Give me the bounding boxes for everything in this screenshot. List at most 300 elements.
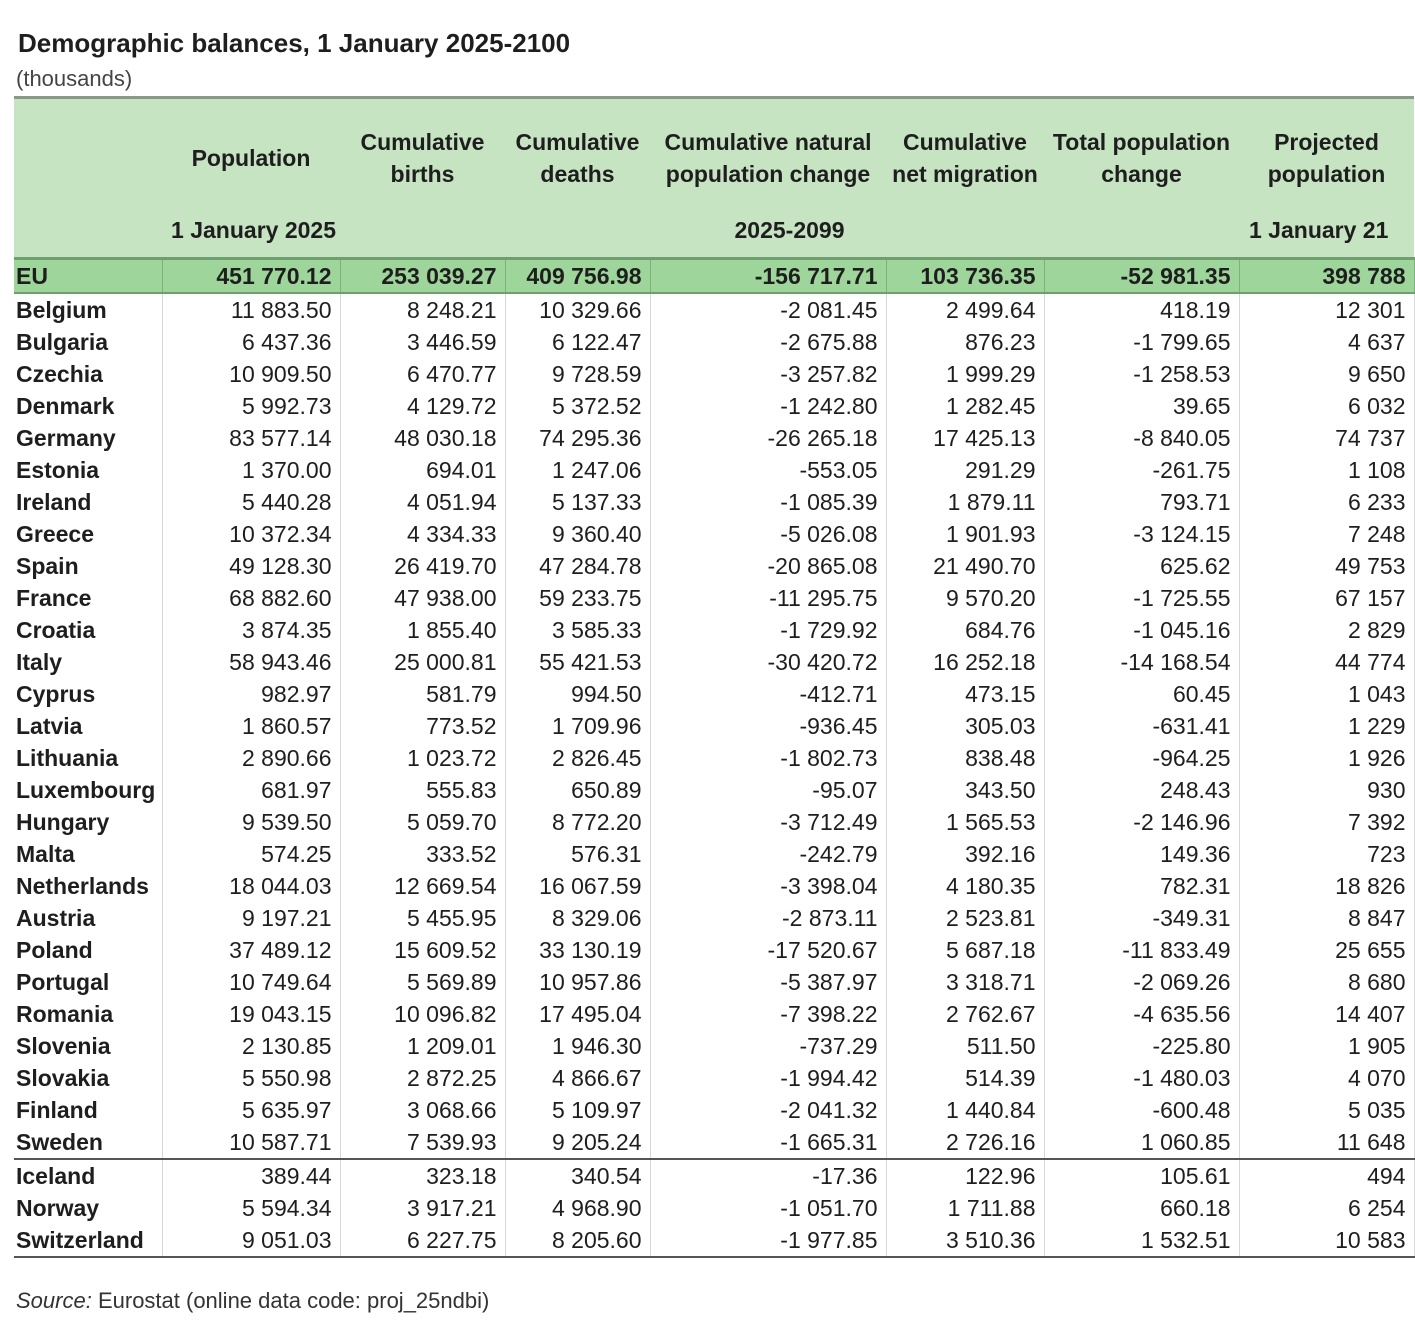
value-cell: 19 043.15 — [162, 998, 340, 1030]
country-cell: Ireland — [14, 486, 162, 518]
value-cell: -242.79 — [650, 838, 886, 870]
value-cell: -3 257.82 — [650, 358, 886, 390]
value-cell: 1 108 — [1239, 454, 1414, 486]
value-cell: 2 499.64 — [886, 293, 1044, 326]
value-cell: 1 532.51 — [1044, 1224, 1239, 1257]
value-cell: -1 665.31 — [650, 1126, 886, 1159]
value-cell: 4 334.33 — [340, 518, 505, 550]
value-cell: 9 728.59 — [505, 358, 650, 390]
country-cell: Hungary — [14, 806, 162, 838]
value-cell: 1 247.06 — [505, 454, 650, 486]
period-blank — [14, 217, 162, 259]
value-cell: -1 725.55 — [1044, 582, 1239, 614]
value-cell: 4 866.67 — [505, 1062, 650, 1094]
value-cell: 2 890.66 — [162, 742, 340, 774]
value-cell: -26 265.18 — [650, 422, 886, 454]
table-row — [14, 390, 1414, 422]
value-cell: 6 233 — [1239, 486, 1414, 518]
country-cell: Poland — [14, 934, 162, 966]
value-cell: -737.29 — [650, 1030, 886, 1062]
value-cell: 18 826 — [1239, 870, 1414, 902]
table-row — [14, 582, 1414, 614]
value-cell: 3 318.71 — [886, 966, 1044, 998]
value-cell: 2 829 — [1239, 614, 1414, 646]
value-cell: 8 772.20 — [505, 806, 650, 838]
value-cell: -52 981.35 — [1044, 259, 1239, 294]
value-cell: -261.75 — [1044, 454, 1239, 486]
value-cell: -1 258.53 — [1044, 358, 1239, 390]
value-cell: 3 446.59 — [340, 326, 505, 358]
value-cell: 5 992.73 — [162, 390, 340, 422]
value-cell: 7 248 — [1239, 518, 1414, 550]
demographic-table — [14, 96, 1415, 1258]
period-population: 1 January 2025 — [162, 217, 340, 259]
table-row — [14, 998, 1414, 1030]
value-cell: -2 069.26 — [1044, 966, 1239, 998]
value-cell: -1 051.70 — [650, 1192, 886, 1224]
value-cell: 49 128.30 — [162, 550, 340, 582]
value-cell: 555.83 — [340, 774, 505, 806]
value-cell: 838.48 — [886, 742, 1044, 774]
value-cell: 494 — [1239, 1159, 1414, 1192]
value-cell: 1 440.84 — [886, 1094, 1044, 1126]
value-cell: 12 669.54 — [340, 870, 505, 902]
value-cell: 149.36 — [1044, 838, 1239, 870]
value-cell: 398 788 — [1239, 259, 1414, 294]
value-cell: 8 680 — [1239, 966, 1414, 998]
value-cell: 10 583 — [1239, 1224, 1414, 1257]
value-cell: 291.29 — [886, 454, 1044, 486]
value-cell: -349.31 — [1044, 902, 1239, 934]
value-cell: 340.54 — [505, 1159, 650, 1192]
value-cell: 253 039.27 — [340, 259, 505, 294]
value-cell: 5 035 — [1239, 1094, 1414, 1126]
value-cell: -1 994.42 — [650, 1062, 886, 1094]
value-cell: 5 550.98 — [162, 1062, 340, 1094]
value-cell: 17 495.04 — [505, 998, 650, 1030]
period-projected: 1 January 21 — [1239, 217, 1414, 259]
value-cell: -8 840.05 — [1044, 422, 1239, 454]
value-cell: 681.97 — [162, 774, 340, 806]
value-cell: 67 157 — [1239, 582, 1414, 614]
value-cell: -1 977.85 — [650, 1224, 886, 1257]
value-cell: -5 026.08 — [650, 518, 886, 550]
value-cell: 17 425.13 — [886, 422, 1044, 454]
country-cell: Austria — [14, 902, 162, 934]
country-cell: Luxembourg — [14, 774, 162, 806]
country-cell: Belgium — [14, 293, 162, 326]
value-cell: -1 799.65 — [1044, 326, 1239, 358]
value-cell: 660.18 — [1044, 1192, 1239, 1224]
country-cell: Lithuania — [14, 742, 162, 774]
value-cell: 10 587.71 — [162, 1126, 340, 1159]
value-cell: 5 594.34 — [162, 1192, 340, 1224]
value-cell: -1 729.92 — [650, 614, 886, 646]
value-cell: -17.36 — [650, 1159, 886, 1192]
value-cell: 12 301 — [1239, 293, 1414, 326]
value-cell: 4 180.35 — [886, 870, 1044, 902]
value-cell: 2 130.85 — [162, 1030, 340, 1062]
value-cell: -11 833.49 — [1044, 934, 1239, 966]
value-cell: 514.39 — [886, 1062, 1044, 1094]
value-cell: 389.44 — [162, 1159, 340, 1192]
table-row — [14, 774, 1414, 806]
value-cell: 1 043 — [1239, 678, 1414, 710]
value-cell: 25 000.81 — [340, 646, 505, 678]
value-cell: 3 068.66 — [340, 1094, 505, 1126]
value-cell: -2 146.96 — [1044, 806, 1239, 838]
value-cell: 5 059.70 — [340, 806, 505, 838]
value-cell: 9 051.03 — [162, 1224, 340, 1257]
value-cell: 10 749.64 — [162, 966, 340, 998]
value-cell: 451 770.12 — [162, 259, 340, 294]
value-cell: 6 437.36 — [162, 326, 340, 358]
value-cell: 5 687.18 — [886, 934, 1044, 966]
value-cell: 2 523.81 — [886, 902, 1044, 934]
country-cell: Romania — [14, 998, 162, 1030]
value-cell: -2 675.88 — [650, 326, 886, 358]
value-cell: -553.05 — [650, 454, 886, 486]
value-cell: 9 539.50 — [162, 806, 340, 838]
value-cell: 10 957.86 — [505, 966, 650, 998]
table-row — [14, 838, 1414, 870]
value-cell: 4 051.94 — [340, 486, 505, 518]
country-cell: EU — [14, 259, 162, 294]
value-cell: 473.15 — [886, 678, 1044, 710]
value-cell: 1 879.11 — [886, 486, 1044, 518]
country-cell: Germany — [14, 422, 162, 454]
value-cell: 10 329.66 — [505, 293, 650, 326]
value-cell: 392.16 — [886, 838, 1044, 870]
value-cell: 1 901.93 — [886, 518, 1044, 550]
table-row — [14, 550, 1414, 582]
source-text: Eurostat (online data code: proj_25ndbi) — [97, 1288, 490, 1313]
value-cell: 8 329.06 — [505, 902, 650, 934]
country-cell: Malta — [14, 838, 162, 870]
value-cell: -1 480.03 — [1044, 1062, 1239, 1094]
country-cell: Switzerland — [14, 1224, 162, 1257]
country-cell: Croatia — [14, 614, 162, 646]
value-cell: 1 926 — [1239, 742, 1414, 774]
table-row — [14, 1062, 1414, 1094]
value-cell: 418.19 — [1044, 293, 1239, 326]
value-cell: 60.45 — [1044, 678, 1239, 710]
value-cell: 26 419.70 — [340, 550, 505, 582]
value-cell: 793.71 — [1044, 486, 1239, 518]
value-cell: 723 — [1239, 838, 1414, 870]
country-cell: Iceland — [14, 1159, 162, 1192]
value-cell: 625.62 — [1044, 550, 1239, 582]
value-cell: -225.80 — [1044, 1030, 1239, 1062]
value-cell: 37 489.12 — [162, 934, 340, 966]
country-cell: Bulgaria — [14, 326, 162, 358]
table-body — [14, 259, 1414, 1258]
value-cell: 511.50 — [886, 1030, 1044, 1062]
value-cell: 9 197.21 — [162, 902, 340, 934]
table-row — [14, 1126, 1414, 1159]
table-row — [14, 358, 1414, 390]
value-cell: 6 470.77 — [340, 358, 505, 390]
value-cell: 4 070 — [1239, 1062, 1414, 1094]
value-cell: -30 420.72 — [650, 646, 886, 678]
country-cell: Cyprus — [14, 678, 162, 710]
value-cell: 39.65 — [1044, 390, 1239, 422]
table-row — [14, 678, 1414, 710]
value-cell: 343.50 — [886, 774, 1044, 806]
value-cell: 103 736.35 — [886, 259, 1044, 294]
value-cell: 10 909.50 — [162, 358, 340, 390]
header-projected-population: Projected population — [1239, 98, 1414, 218]
value-cell: 14 407 — [1239, 998, 1414, 1030]
value-cell: 1 209.01 — [340, 1030, 505, 1062]
value-cell: 5 569.89 — [340, 966, 505, 998]
value-cell: 3 510.36 — [886, 1224, 1044, 1257]
country-cell: Greece — [14, 518, 162, 550]
header-cumulative-deaths: Cumulative deaths — [505, 98, 650, 218]
value-cell: 581.79 — [340, 678, 505, 710]
table-row — [14, 806, 1414, 838]
value-cell: -3 398.04 — [650, 870, 886, 902]
value-cell: 1 709.96 — [505, 710, 650, 742]
value-cell: 7 539.93 — [340, 1126, 505, 1159]
value-cell: 58 943.46 — [162, 646, 340, 678]
country-cell: Norway — [14, 1192, 162, 1224]
country-cell: Czechia — [14, 358, 162, 390]
value-cell: 576.31 — [505, 838, 650, 870]
table-row — [14, 614, 1414, 646]
value-cell: 11 648 — [1239, 1126, 1414, 1159]
value-cell: -11 295.75 — [650, 582, 886, 614]
value-cell: 1 860.57 — [162, 710, 340, 742]
value-cell: 74 737 — [1239, 422, 1414, 454]
value-cell: -412.71 — [650, 678, 886, 710]
value-cell: 74 295.36 — [505, 422, 650, 454]
country-cell: Netherlands — [14, 870, 162, 902]
table-row — [14, 486, 1414, 518]
value-cell: 1 229 — [1239, 710, 1414, 742]
value-cell: -95.07 — [650, 774, 886, 806]
country-cell: Latvia — [14, 710, 162, 742]
value-cell: 248.43 — [1044, 774, 1239, 806]
value-cell: 982.97 — [162, 678, 340, 710]
value-cell: 930 — [1239, 774, 1414, 806]
table-row — [14, 742, 1414, 774]
value-cell: 83 577.14 — [162, 422, 340, 454]
value-cell: 4 637 — [1239, 326, 1414, 358]
value-cell: 6 122.47 — [505, 326, 650, 358]
value-cell: 6 227.75 — [340, 1224, 505, 1257]
value-cell: 9 205.24 — [505, 1126, 650, 1159]
value-cell: 2 872.25 — [340, 1062, 505, 1094]
value-cell: 3 917.21 — [340, 1192, 505, 1224]
header-population: Population — [162, 98, 340, 218]
value-cell: 2 826.45 — [505, 742, 650, 774]
value-cell: 1 946.30 — [505, 1030, 650, 1062]
value-cell: -2 081.45 — [650, 293, 886, 326]
country-cell: Finland — [14, 1094, 162, 1126]
value-cell: -14 168.54 — [1044, 646, 1239, 678]
value-cell: 1 999.29 — [886, 358, 1044, 390]
value-cell: 4 968.90 — [505, 1192, 650, 1224]
value-cell: 5 137.33 — [505, 486, 650, 518]
value-cell: -1 085.39 — [650, 486, 886, 518]
country-cell: Italy — [14, 646, 162, 678]
value-cell: -4 635.56 — [1044, 998, 1239, 1030]
value-cell: 9 570.20 — [886, 582, 1044, 614]
value-cell: 650.89 — [505, 774, 650, 806]
table-subtitle: (thousands) — [16, 66, 133, 91]
header-cumulative-births: Cumulative births — [340, 98, 505, 218]
eu-total-row — [14, 259, 1414, 294]
value-cell: 55 421.53 — [505, 646, 650, 678]
value-cell: 333.52 — [340, 838, 505, 870]
value-cell: 59 233.75 — [505, 582, 650, 614]
value-cell: 9 360.40 — [505, 518, 650, 550]
value-cell: 1 905 — [1239, 1030, 1414, 1062]
value-cell: 48 030.18 — [340, 422, 505, 454]
value-cell: 305.03 — [886, 710, 1044, 742]
table-row — [14, 710, 1414, 742]
value-cell: 574.25 — [162, 838, 340, 870]
table-row — [14, 902, 1414, 934]
value-cell: -1 242.80 — [650, 390, 886, 422]
value-cell: -156 717.71 — [650, 259, 886, 294]
value-cell: 5 440.28 — [162, 486, 340, 518]
value-cell: 18 044.03 — [162, 870, 340, 902]
value-cell: -600.48 — [1044, 1094, 1239, 1126]
table-row — [14, 326, 1414, 358]
value-cell: -2 873.11 — [650, 902, 886, 934]
value-cell: 1 855.40 — [340, 614, 505, 646]
value-cell: 1 282.45 — [886, 390, 1044, 422]
table-row — [14, 1159, 1414, 1192]
value-cell: 8 847 — [1239, 902, 1414, 934]
value-cell: 16 252.18 — [886, 646, 1044, 678]
value-cell: 3 585.33 — [505, 614, 650, 646]
value-cell: -936.45 — [650, 710, 886, 742]
value-cell: -1 802.73 — [650, 742, 886, 774]
country-cell: Slovenia — [14, 1030, 162, 1062]
value-cell: 11 883.50 — [162, 293, 340, 326]
table-row — [14, 646, 1414, 678]
value-cell: 782.31 — [1044, 870, 1239, 902]
value-cell: 1 370.00 — [162, 454, 340, 486]
table-row — [14, 1030, 1414, 1062]
value-cell: 2 726.16 — [886, 1126, 1044, 1159]
value-cell: 9 650 — [1239, 358, 1414, 390]
value-cell: 409 756.98 — [505, 259, 650, 294]
value-cell: 15 609.52 — [340, 934, 505, 966]
value-cell: -964.25 — [1044, 742, 1239, 774]
value-cell: -2 041.32 — [650, 1094, 886, 1126]
value-cell: 44 774 — [1239, 646, 1414, 678]
value-cell: 684.76 — [886, 614, 1044, 646]
value-cell: 1 711.88 — [886, 1192, 1044, 1224]
value-cell: 33 130.19 — [505, 934, 650, 966]
value-cell: -17 520.67 — [650, 934, 886, 966]
value-cell: -3 712.49 — [650, 806, 886, 838]
country-cell: Denmark — [14, 390, 162, 422]
value-cell: -631.41 — [1044, 710, 1239, 742]
table-row — [14, 1094, 1414, 1126]
value-cell: 49 753 — [1239, 550, 1414, 582]
table-row — [14, 966, 1414, 998]
source-label: Source: — [16, 1288, 92, 1313]
header-country — [14, 98, 162, 218]
table-row — [14, 518, 1414, 550]
header-natural-change: Cumulative natural population change — [650, 98, 886, 218]
demographic-table-wrapper — [14, 96, 1406, 1258]
table-row — [14, 293, 1414, 326]
table-row — [14, 454, 1414, 486]
value-cell: 2 762.67 — [886, 998, 1044, 1030]
value-cell: 323.18 — [340, 1159, 505, 1192]
value-cell: 25 655 — [1239, 934, 1414, 966]
value-cell: 6 032 — [1239, 390, 1414, 422]
value-cell: 10 372.34 — [162, 518, 340, 550]
value-cell: 5 109.97 — [505, 1094, 650, 1126]
value-cell: -5 387.97 — [650, 966, 886, 998]
header-total-change: Total population change — [1044, 98, 1239, 218]
value-cell: 994.50 — [505, 678, 650, 710]
value-cell: 5 372.52 — [505, 390, 650, 422]
table-row — [14, 934, 1414, 966]
value-cell: -20 865.08 — [650, 550, 886, 582]
value-cell: 6 254 — [1239, 1192, 1414, 1224]
value-cell: 5 455.95 — [340, 902, 505, 934]
period-cumulative: 2025-2099 — [340, 217, 1239, 259]
table-header — [14, 98, 1414, 259]
value-cell: 16 067.59 — [505, 870, 650, 902]
value-cell: 10 096.82 — [340, 998, 505, 1030]
country-cell: France — [14, 582, 162, 614]
value-cell: -3 124.15 — [1044, 518, 1239, 550]
table-row — [14, 422, 1414, 454]
country-cell: Estonia — [14, 454, 162, 486]
value-cell: 1 565.53 — [886, 806, 1044, 838]
value-cell: 47 938.00 — [340, 582, 505, 614]
value-cell: 47 284.78 — [505, 550, 650, 582]
country-cell: Slovakia — [14, 1062, 162, 1094]
value-cell: -1 045.16 — [1044, 614, 1239, 646]
header-net-migration: Cumulative net migration — [886, 98, 1044, 218]
table-row — [14, 870, 1414, 902]
value-cell: 5 635.97 — [162, 1094, 340, 1126]
value-cell: 8 248.21 — [340, 293, 505, 326]
value-cell: 1 060.85 — [1044, 1126, 1239, 1159]
value-cell: 4 129.72 — [340, 390, 505, 422]
value-cell: -7 398.22 — [650, 998, 886, 1030]
value-cell: 3 874.35 — [162, 614, 340, 646]
country-cell: Sweden — [14, 1126, 162, 1159]
value-cell: 694.01 — [340, 454, 505, 486]
table-row — [14, 1192, 1414, 1224]
value-cell: 773.52 — [340, 710, 505, 742]
value-cell: 8 205.60 — [505, 1224, 650, 1257]
value-cell: 7 392 — [1239, 806, 1414, 838]
country-cell: Portugal — [14, 966, 162, 998]
value-cell: 21 490.70 — [886, 550, 1044, 582]
table-row — [14, 1224, 1414, 1257]
value-cell: 1 023.72 — [340, 742, 505, 774]
value-cell: 122.96 — [886, 1159, 1044, 1192]
country-cell: Spain — [14, 550, 162, 582]
value-cell: 68 882.60 — [162, 582, 340, 614]
source-note — [16, 1288, 489, 1314]
value-cell: 105.61 — [1044, 1159, 1239, 1192]
value-cell: 876.23 — [886, 326, 1044, 358]
table-title: Demographic balances, 1 January 2025-2100 — [18, 28, 571, 58]
